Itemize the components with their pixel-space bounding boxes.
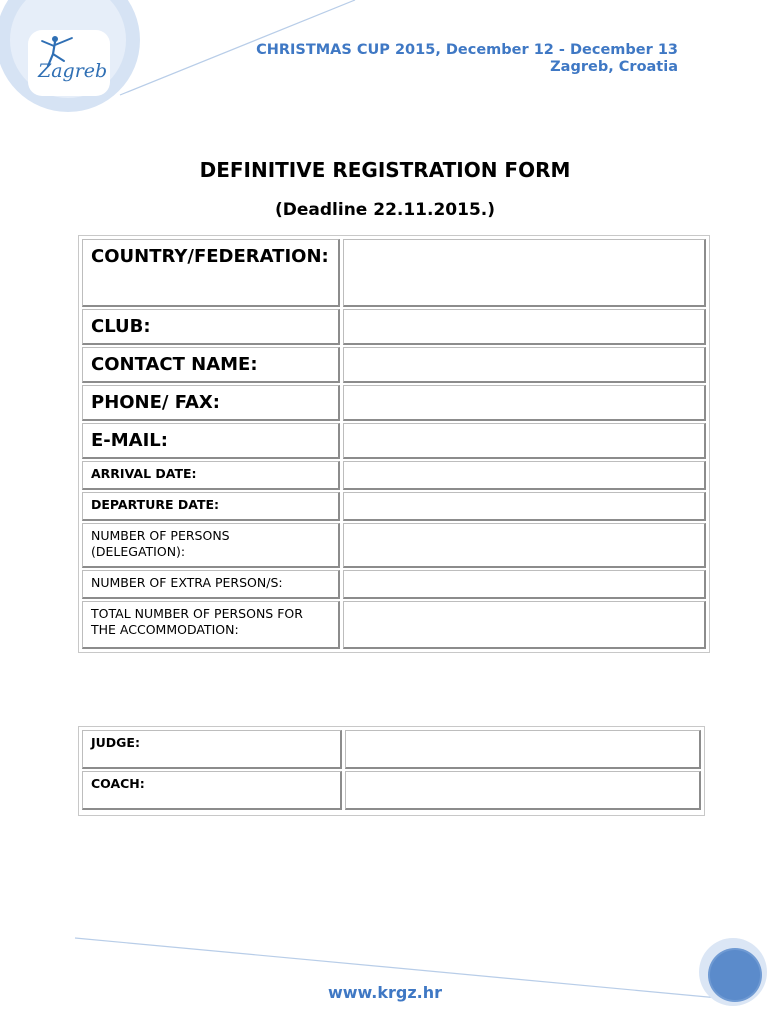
phone-fax-field[interactable] (343, 385, 706, 421)
table-row (82, 570, 706, 599)
page-title: DEFINITIVE REGISTRATION FORM (199, 158, 571, 182)
logo-text: Zagreb (38, 60, 108, 82)
total-persons-field[interactable] (343, 601, 706, 649)
table-row (82, 385, 706, 421)
footer-link[interactable]: www.krgz.hr (327, 983, 443, 1002)
arrival-date-label: ARRIVAL DATE: (82, 461, 340, 490)
departure-date-label: DEPARTURE DATE: (82, 492, 340, 521)
arrival-date-field[interactable] (343, 461, 706, 490)
total-persons-label: TOTAL NUMBER OF PERSONS FOR THE ACCOMMODATION: (82, 601, 340, 649)
coach-label: COACH: (82, 771, 342, 810)
country-federation-label: COUNTRY/FEDERATION: (82, 239, 340, 307)
table-row (82, 239, 706, 307)
departure-date-field[interactable] (343, 492, 706, 521)
registration-table (78, 235, 710, 653)
table-row (82, 461, 706, 490)
email-field[interactable] (343, 423, 706, 459)
persons-delegation-field[interactable] (343, 523, 706, 568)
coach-field[interactable] (345, 771, 701, 810)
persons-delegation-label: NUMBER OF PERSONS (DELEGATION): (82, 523, 340, 568)
phone-fax-label: PHONE/ FAX: (82, 385, 340, 421)
table-row (82, 492, 706, 521)
extra-persons-label: NUMBER OF EXTRA PERSON/S: (82, 570, 340, 599)
country-federation-field[interactable] (343, 239, 706, 307)
club-label: CLUB: (82, 309, 340, 345)
judge-label: JUDGE: (82, 730, 342, 769)
table-row (82, 771, 701, 810)
contact-name-field[interactable] (343, 347, 706, 383)
table-row (82, 730, 701, 769)
table-row (82, 309, 706, 345)
table-row (82, 423, 706, 459)
email-label: E-MAIL: (82, 423, 340, 459)
table-row (82, 601, 706, 649)
event-header (256, 42, 678, 76)
extra-persons-field[interactable] (343, 570, 706, 599)
table-row (82, 347, 706, 383)
club-field[interactable] (343, 309, 706, 345)
location-line: Zagreb, Croatia (550, 59, 678, 75)
deadline-text: (Deadline 22.11.2015.) (274, 200, 496, 220)
event-line: CHRISTMAS CUP 2015, December 12 - December 13 (256, 42, 678, 58)
table-row (82, 523, 706, 568)
staff-table (78, 726, 705, 816)
judge-field[interactable] (345, 730, 701, 769)
contact-name-label: CONTACT NAME: (82, 347, 340, 383)
